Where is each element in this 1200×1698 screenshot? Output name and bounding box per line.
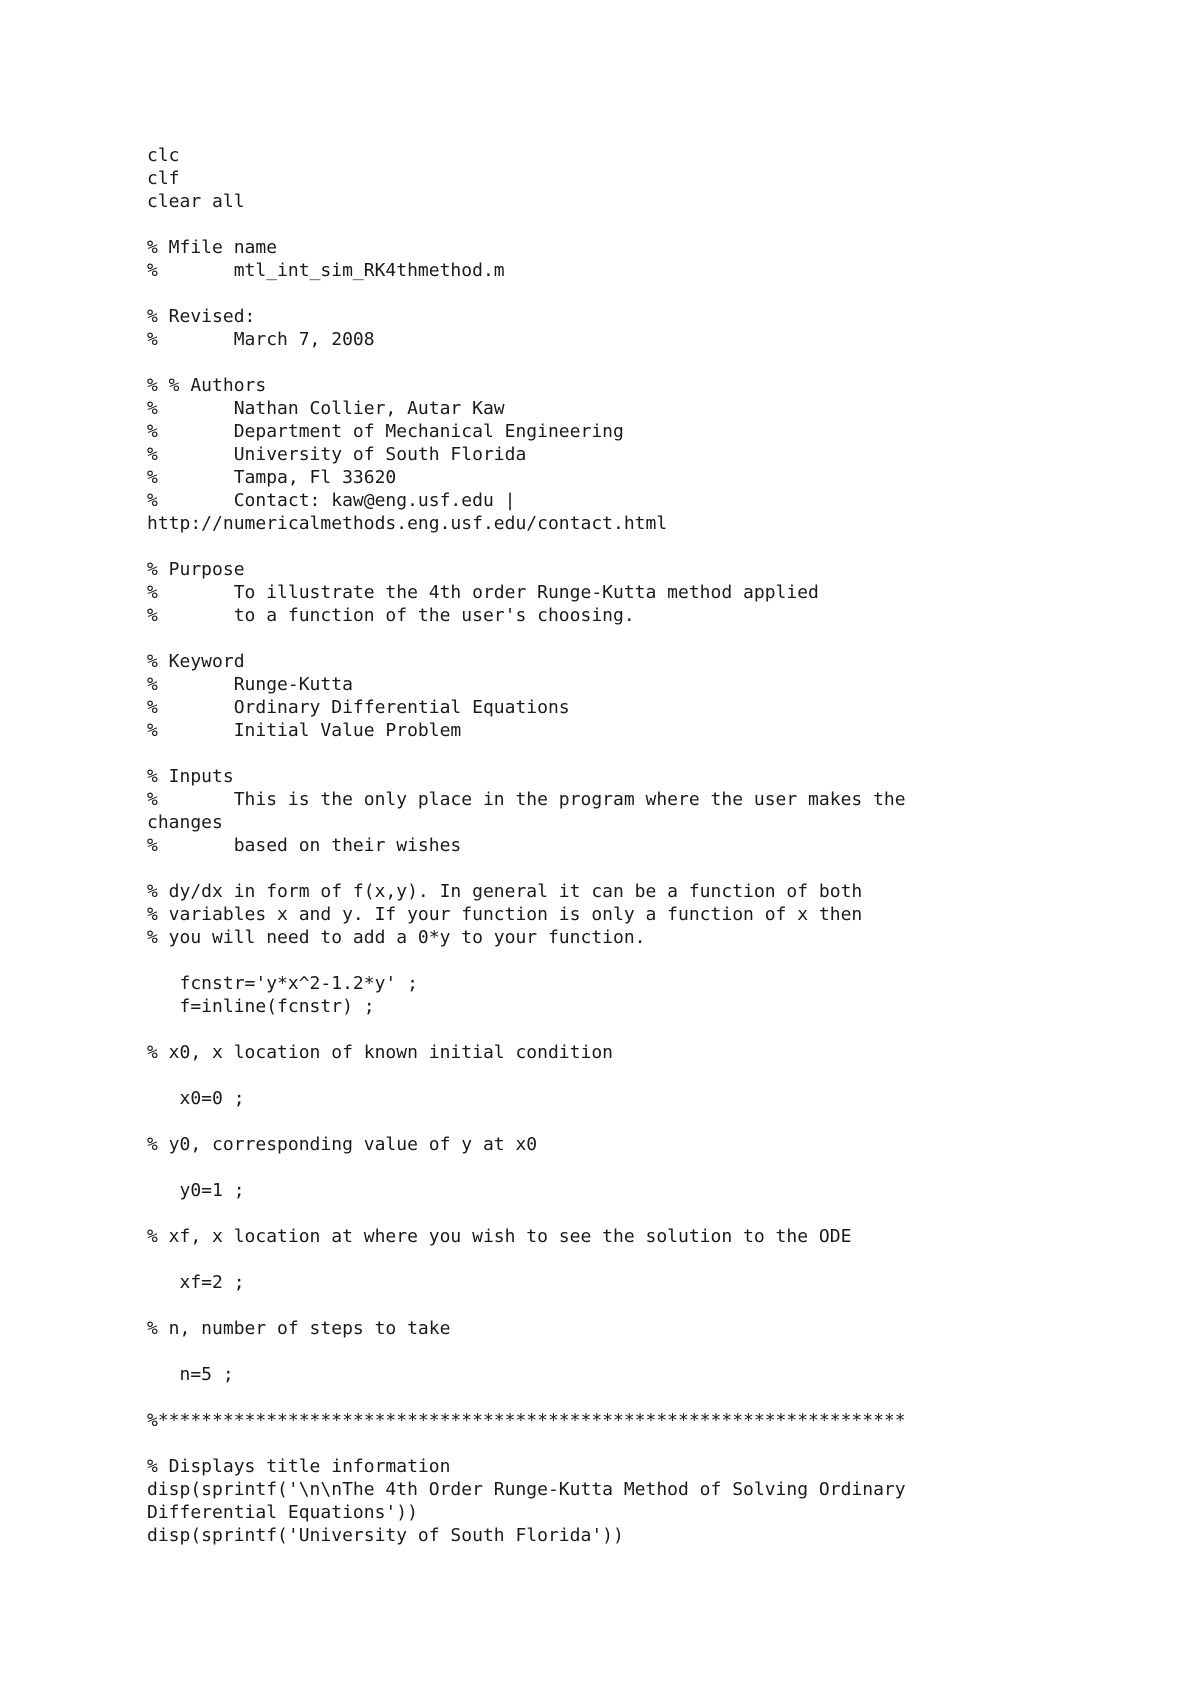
code-line: % University of South Florida — [147, 444, 527, 465]
code-line: % y0, corresponding value of y at x0 — [147, 1134, 538, 1155]
code-line: % Displays title information — [147, 1456, 451, 1477]
code-line — [147, 1156, 1147, 1179]
code-line: % March 7, 2008 — [147, 329, 375, 350]
code-line — [147, 1202, 1147, 1225]
code-line: % Revised: — [147, 306, 256, 327]
code-line — [147, 742, 1147, 765]
code-line: Differential Equations')) — [147, 1502, 418, 1523]
code-line: fcnstr='y*x^2-1.2*y' ; — [147, 973, 418, 994]
code-line: n=5 ; — [147, 1364, 234, 1385]
code-line — [147, 535, 1147, 558]
code-line — [147, 857, 1147, 880]
code-line: http://numericalmethods.eng.usf.edu/contact.html — [147, 513, 668, 534]
code-line: % Tampa, Fl 33620 — [147, 467, 397, 488]
code-line: % mtl_int_sim_RK4thmethod.m — [147, 260, 505, 281]
code-line: clear all — [147, 191, 245, 212]
code-line: %********************************************************************* — [147, 1410, 906, 1431]
code-line: clc — [147, 145, 180, 166]
code-line: % To illustrate the 4th order Runge-Kutta method applied — [147, 582, 819, 603]
code-line: % n, number of steps to take — [147, 1318, 451, 1339]
code-line: % This is the only place in the program where the user makes the — [147, 789, 906, 810]
code-line — [147, 1294, 1147, 1317]
code-line: disp(sprintf('University of South Florida')) — [147, 1525, 624, 1546]
code-line: y0=1 ; — [147, 1180, 245, 1201]
code-line — [147, 1018, 1147, 1041]
code-line: clf — [147, 168, 180, 189]
code-line: changes — [147, 812, 223, 833]
code-line — [147, 1110, 1147, 1133]
code-line: % Initial Value Problem — [147, 720, 462, 741]
code-line: % you will need to add a 0*y to your function. — [147, 927, 646, 948]
code-line — [147, 627, 1147, 650]
code-line: % Purpose — [147, 559, 245, 580]
code-line: % based on their wishes — [147, 835, 462, 856]
code-line — [147, 1064, 1147, 1087]
code-line — [147, 351, 1147, 374]
code-line: % % Authors — [147, 375, 267, 396]
code-line — [147, 1432, 1147, 1455]
code-line: % Runge-Kutta — [147, 674, 353, 695]
code-line: % variables x and y. If your function is only a function of x then — [147, 904, 863, 925]
code-line: disp(sprintf('\n\nThe 4th Order Runge-Kutta Method of Solving Ordinary — [147, 1479, 906, 1500]
code-line: % Ordinary Differential Equations — [147, 697, 570, 718]
code-line: % Mfile name — [147, 237, 278, 258]
code-line: xf=2 ; — [147, 1272, 245, 1293]
code-line — [147, 1340, 1147, 1363]
code-line: % x0, x location of known initial condition — [147, 1042, 613, 1063]
code-line: % to a function of the user's choosing. — [147, 605, 635, 626]
code-line — [147, 1386, 1147, 1409]
code-listing — [147, 144, 1147, 1547]
code-line: % Keyword — [147, 651, 245, 672]
code-line: % dy/dx in form of f(x,y). In general it can be a function of both — [147, 881, 863, 902]
code-line — [147, 282, 1147, 305]
code-line — [147, 213, 1147, 236]
code-line: % Nathan Collier, Autar Kaw — [147, 398, 505, 419]
code-line: f=inline(fcnstr) ; — [147, 996, 375, 1017]
code-line: % xf, x location at where you wish to see the solution to the ODE — [147, 1226, 852, 1247]
code-line: % Inputs — [147, 766, 234, 787]
code-line: % Contact: kaw@eng.usf.edu | — [147, 490, 516, 511]
code-line: % Department of Mechanical Engineering — [147, 421, 624, 442]
code-line — [147, 1248, 1147, 1271]
code-line — [147, 949, 1147, 972]
code-line: x0=0 ; — [147, 1088, 245, 1109]
